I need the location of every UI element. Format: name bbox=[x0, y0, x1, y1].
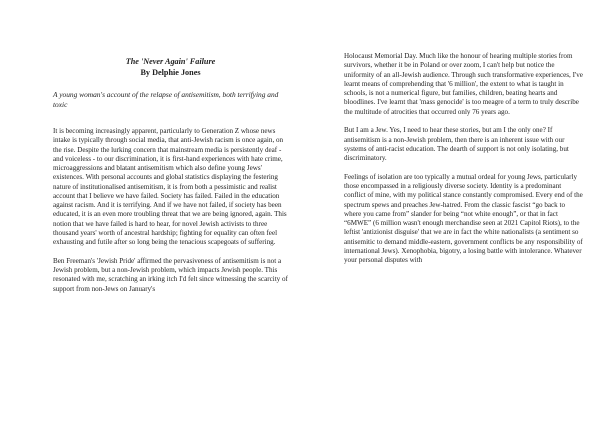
right-column bbox=[344, 52, 584, 275]
article-header bbox=[53, 56, 288, 78]
body-paragraph: Holocaust Memorial Day. Much like the honour of hearing multiple stories from survivors, whether it be in Poland or over zoom, I can't help but notice the uniformity of an all-Jewish audience. Through such transformative experiences, I've learnt means of comprehending that '6 million', the extent to what is taught in schools, is not a numerical figure, but families, children, beating hearts and bloodlines. I've learnt that 'mass genocide' is too meagre of a term to truly describe the multitude of atrocities that occurred only 76 years ago. bbox=[344, 52, 583, 116]
body-paragraph: But I am a Jew. Yes, I need to hear these stories, but am I the only one? If antisemitism is a non-Jewish problem, then there is an inherent issue with our systems of anti-racist education. The dearth of support is not only isolating, but discriminatory. bbox=[344, 126, 569, 162]
article-title: The 'Never Again' Failure bbox=[125, 57, 216, 66]
article-subtitle: A young woman's account of the relapse of antisemitism, both terrifying and toxic bbox=[53, 90, 279, 109]
body-paragraph: Ben Freeman's 'Jewish Pride' affirmed the pervasiveness of antisemitism is not a Jewish problem, but a non-Jewish problem, which impacts Jewish people. This resonated with me, scratching an irking itch I'd felt since witnessing the scarcity of support from non-Jews on January's bbox=[53, 256, 288, 293]
left-column bbox=[53, 127, 291, 303]
article-byline: By Delphie Jones bbox=[140, 68, 201, 77]
body-paragraph: Feelings of isolation are too typically a mutual ordeal for young Jews, particularly those encompassed in a religiously diverse society. Identity is a predominant conflict of mine, with my political stance constantly compromised. Every end of the spectrum spews and preaches Jew-hatred. From the classic fascist “go back to where you came from” slander for being “not white enough”, or that in fact “6MWE” (6 million wasn't enough merchandise seen at 2021 Capitol Riots), to the leftist 'antizionist disguise' that we are in fact the white nationalists (a sentiment so antisemitic to demand middle-eastern, government conflicts be any responsibility of international Jews). Xenophobia, bigotry, a losing battle with intolerance. Whatever your personal disputes with bbox=[344, 172, 583, 264]
body-paragraph: It is becoming increasingly apparent, particularly to Generation Z whose news intake is typically through social media, that anti-Jewish racism is once again, on the rise. Despite the lurking concern that mainstream media is persistently deaf - and voiceless - to our discrimination, it is first-hand experiences with hate crime, microaggressions and blatant antisemitism which also define young Jews' existences. With personal accounts and global statistics displaying the festering nature of institutionalised antisemitism, it is from both a pessimistic and realist account that I believe we have failed. Society has failed. Failed in the education against racism. And it is terrifying. And if we have not failed, if society has been educated, it is an even more troubling threat that we are being ignored, again. This notion that we have failed is hard to hear, for novel Jewish activists to three thousand years' worth of ancestral hardship; fighting for equality can often feel exhausting and futile after so long being the tenacious scapegoats of suffering. bbox=[53, 127, 287, 246]
